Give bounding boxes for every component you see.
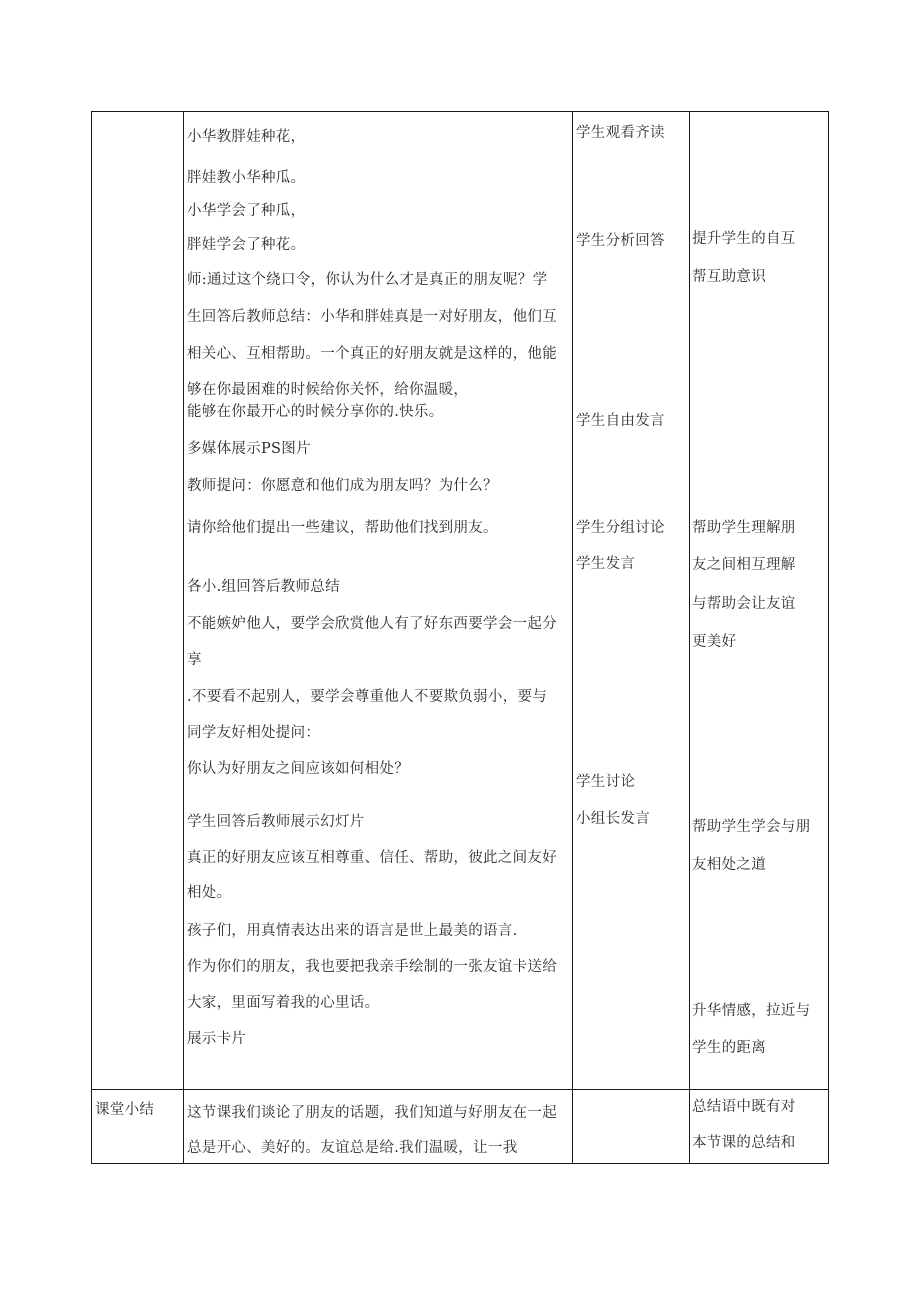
table-left-border — [91, 111, 92, 1164]
content-line: 这节课我们谈论了朋友的话题，我们知道与好朋友在一起 — [187, 1105, 557, 1121]
content-line: 总是开心、美好的。友谊总是给.我们温暖，让一我 — [187, 1140, 518, 1156]
design-intent-line: 帮助学生学会与朋 — [692, 819, 811, 835]
content-line: 胖娃教小华种瓜。 — [187, 170, 306, 186]
row-divider — [91, 1089, 829, 1090]
design-intent-line: 升华情感，拉近与 — [692, 1003, 811, 1019]
content-line: 学生回答后教师展示幻灯片 — [187, 814, 365, 830]
design-intent-line: 帮助学生理解朋 — [692, 520, 796, 536]
column-divider-1 — [183, 111, 184, 1164]
design-intent-line: 学生的距离 — [692, 1040, 766, 1056]
design-intent-line: 本节课的总结和 — [692, 1135, 796, 1151]
content-line: 生回答后教师总结：小华和胖娃真是一对好朋友，他们互 — [187, 309, 557, 325]
student-activity-line: 学生分组讨论 — [576, 520, 665, 536]
design-intent-line: 友相处之道 — [692, 857, 766, 873]
column-divider-2 — [572, 111, 573, 1164]
content-line: 享 — [187, 652, 202, 668]
design-intent-line: 帮互助意识 — [692, 269, 766, 285]
content-line: 孩子们，用真情表达出来的语言是世上最美的语言. — [187, 923, 518, 939]
column-divider-3 — [689, 111, 690, 1164]
content-line: 相处。 — [187, 885, 232, 901]
design-intent-line: 提升学生的自互 — [692, 231, 796, 247]
section-label-summary: 课堂小结 — [95, 1102, 155, 1118]
content-line: 能够在你最开心的时候分享你的.快乐。 — [187, 404, 444, 420]
student-activity-line: 小组长发言 — [576, 811, 650, 827]
student-activity-line: 学生讨论 — [576, 774, 636, 790]
content-line: 教师提问：你愿意和他们成为朋友吗？为什么？ — [187, 478, 498, 494]
table-bottom-border — [91, 1163, 829, 1164]
content-line: 不能嫉妒他人，要学会欣赏他人有了好东西要学会一起分 — [187, 616, 557, 632]
content-line: 作为你们的朋友，我也要把我亲手绘制的一张友谊卡送给 — [187, 959, 557, 975]
content-line: 胖娃学会了种花。 — [187, 237, 306, 253]
content-line: .不要看不起别人，要学会尊重他人不要欺负弱小，要与 — [187, 689, 548, 705]
content-line: 师:通过这个绕口令，你认为什么才是真正的朋友呢？学 — [187, 272, 548, 288]
design-intent-line: 总结语中既有对 — [692, 1099, 796, 1115]
student-activity-line: 学生观看齐读 — [576, 125, 665, 141]
content-line: 相关心、互相帮助。一个真正的好朋友就是这样的，他能 — [187, 346, 557, 362]
content-line: 大家，里面写着我的心里话。 — [187, 995, 380, 1011]
content-line: 各小.组回答后教师总结 — [187, 579, 340, 595]
student-activity-line: 学生分析回答 — [576, 233, 665, 249]
content-line: 同学友好相处提问： — [187, 725, 321, 741]
content-line: 小华学会了种瓜， — [187, 203, 306, 219]
content-line: 小华教胖娃种花， — [187, 129, 306, 145]
design-intent-line: 更美好 — [692, 634, 737, 650]
design-intent-line: 友之间相互理解 — [692, 557, 796, 573]
content-line: 真正的好朋友应该互相尊重、信任、帮助，彼此之间友好 — [187, 850, 557, 866]
table-top-border — [91, 111, 829, 112]
design-intent-line: 与帮助会让友谊 — [692, 596, 796, 612]
content-line: 展示卡片 — [187, 1031, 247, 1047]
content-line: 你认为好朋友之间应该如何相处？ — [187, 761, 409, 777]
content-line: 够在你最困难的时候给你关怀，给你温暖， — [187, 382, 469, 398]
table-right-border — [828, 111, 829, 1164]
content-line: 多媒体展示PS图片 — [187, 441, 311, 457]
student-activity-line: 学生发言 — [576, 556, 636, 572]
content-line: 请你给他们提出一些建议，帮助他们找到朋友。 — [187, 520, 498, 536]
student-activity-line: 学生自由发言 — [576, 413, 665, 429]
